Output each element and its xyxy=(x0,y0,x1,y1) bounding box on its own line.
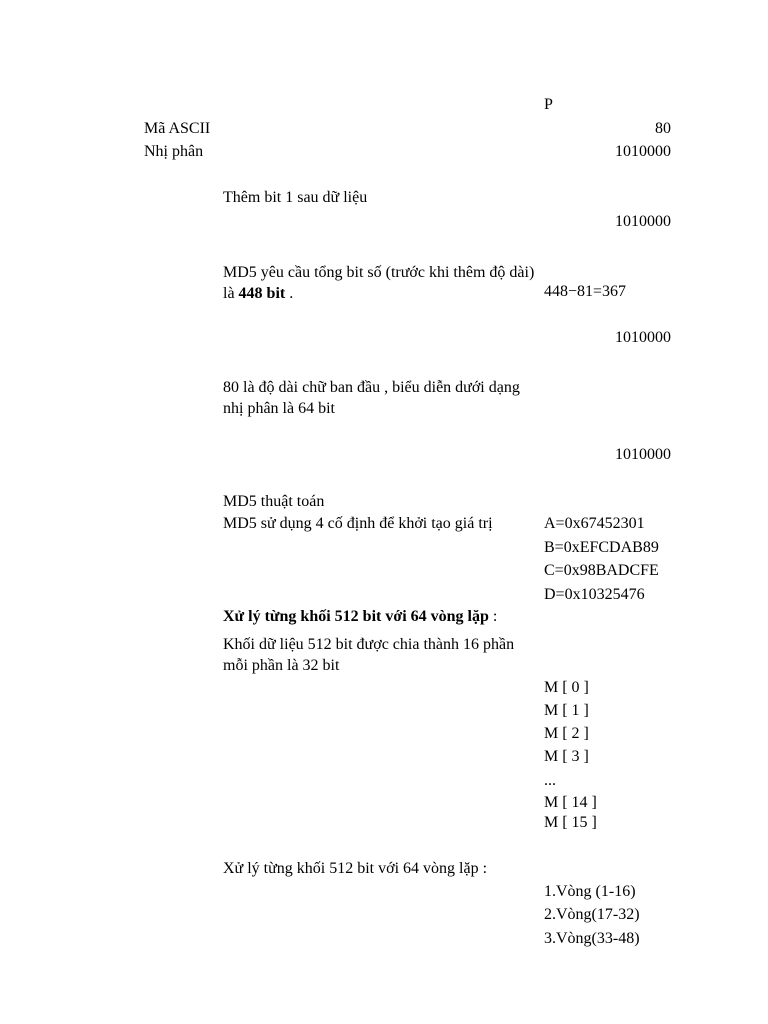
constant-b: B=0xEFCDAB89 xyxy=(544,539,659,556)
block-item: M [ 0 ] xyxy=(544,679,589,696)
algorithm-init-text: MD5 sử dụng 4 cố định để khởi tạo giá trị xyxy=(223,515,493,532)
step3-value: 1010000 xyxy=(615,446,671,463)
process-heading-bold: Xử lý từng khối 512 bit với 64 vòng lặp xyxy=(223,608,489,625)
algorithm-title: MD5 thuật toán xyxy=(223,493,325,510)
block-item: M [ 2 ] xyxy=(544,725,589,742)
constant-d: D=0x10325476 xyxy=(544,586,645,603)
round-item: 1.Vòng (1-16) xyxy=(544,883,636,900)
split-text: Khối dữ liệu 512 bit được chia thành 16 phần mỗi phần là 32 bit xyxy=(223,636,515,674)
block-ellipsis: ... xyxy=(544,772,556,789)
step2-text-before: MD5 yêu cầu tổng bit số (trước khi thêm độ dài) là xyxy=(223,264,535,302)
letter-cell: P xyxy=(544,96,553,113)
ascii-value: 80 xyxy=(655,120,671,137)
block-item: M [ 15 ] xyxy=(544,814,597,831)
step2-formula: 448−81=367 xyxy=(544,283,627,300)
step2-text xyxy=(223,262,541,304)
step2-value: 1010000 xyxy=(615,329,671,346)
block-item: M [ 3 ] xyxy=(544,748,589,765)
round-item: 3.Vòng(33-48) xyxy=(544,930,640,947)
process-text: Xử lý từng khối 512 bit với 64 vòng lặp : xyxy=(223,860,488,877)
step2-bold: 448 bit xyxy=(238,285,286,302)
constant-c: C=0x98BADCFE xyxy=(544,562,659,579)
step1-text: Thêm bit 1 sau dữ liệu xyxy=(223,189,368,206)
ascii-label: Mã ASCII xyxy=(144,120,211,137)
step1-value: 1010000 xyxy=(615,213,671,230)
process-heading-suffix: : xyxy=(488,608,498,625)
constant-a: A=0x67452301 xyxy=(544,515,645,532)
binary-value: 1010000 xyxy=(615,143,671,160)
process-heading xyxy=(223,607,497,627)
round-item: 2.Vòng(17-32) xyxy=(544,906,640,923)
block-item: M [ 14 ] xyxy=(544,794,597,811)
binary-label: Nhị phân xyxy=(144,143,204,160)
step2-text-after: . xyxy=(285,285,294,302)
step3-text: 80 là độ dài chữ ban đầu , biểu diễn dưới dạng nhị phân là 64 bit xyxy=(223,379,520,417)
block-item: M [ 1 ] xyxy=(544,702,589,719)
